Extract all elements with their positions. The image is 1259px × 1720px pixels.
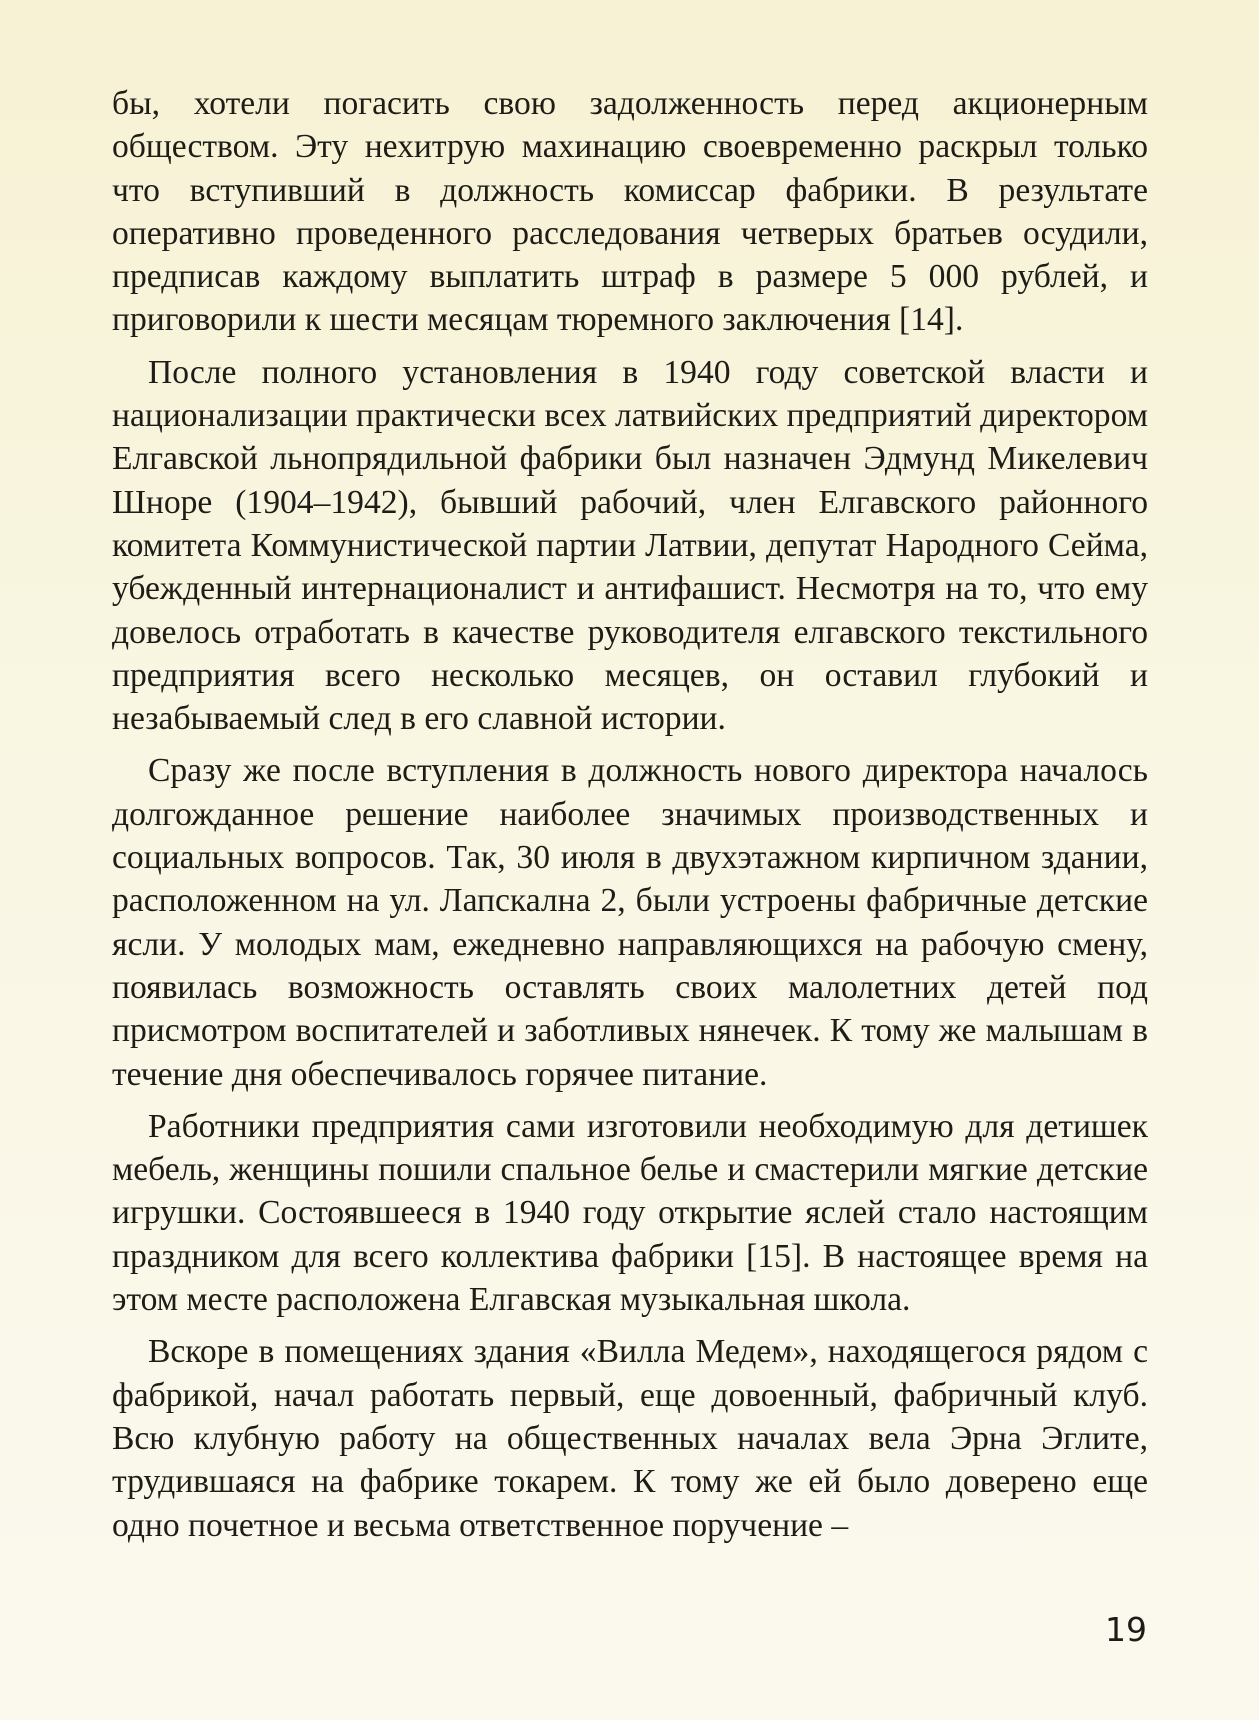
paragraph-2: После полного установления в 1940 году советской власти и национализации практически всех латвийских предприятий директором Елгавской льнопрядильной фабрики был назначен Эдмунд Микелевич Шноре (1904–1942), бывший рабочий, член Елгавского районного комитета Коммунистической партии Латвии, депутат Народного Сейма, убежденный интернационалист и антифашист. Несмотря на то, что ему довелось отработать в качестве руководителя елгавского текстильного предприятия всего несколько месяцев, он оставил глубокий и незабываемый след в его славной истории.	[112, 353, 1148, 738]
paragraph-5: Вскоре в помещениях здания «Вилла Медем», находящегося рядом с фабрикой, начал работать первый, еще довоенный, фабричный клуб. Всю клубную работу на общественных началах вела Эрна Эглите, трудившаяся на фабрике токарем. К тому же ей было доверено еще одно почетное и весьма ответственное поручение –	[112, 1333, 1148, 1544]
paragraph-3: Сразу же после вступления в должность нового директора началось долгожданное решение наиболее значимых производственных и социальных вопросов. Так, 30 июля в двухэтажном кирпичном здании, расположенном на ул. Лапскална 2, были устроены фабричные детские ясли. У молодых мам, ежедневно направляющихся на рабочую смену, появилась возможность оставлять своих малолетних детей под присмотром воспитателей и заботливых нянечек. К тому же малышам в течение дня обеспечивалось горячее питание.	[112, 752, 1148, 1093]
paragraph-1: бы, хотели погасить свою задолженность перед акционерным обществом. Эту нехитрую махинацию своевременно раскрыл только что вступивший в должность комиссар фабрики. В результате оперативно проведенного расследования четверых братьев осудили, предписав каждому выплатить штраф в размере 5 000 рублей, и приговорили к шести месяцам тюремного заключения [14].	[112, 85, 1148, 339]
paragraph-4: Работники предприятия сами изготовили необходимую для детишек мебель, женщины пошили спальное белье и смастерили мягкие детские игрушки. Состоявшееся в 1940 году открытие яслей стало настоящим праздником для всего коллектива фабрики [15]. В настоящее время на этом месте расположена Елгавская музыкальная школа.	[112, 1107, 1148, 1319]
body-text	[112, 82, 1148, 1547]
page-number: 19	[1105, 1610, 1147, 1649]
